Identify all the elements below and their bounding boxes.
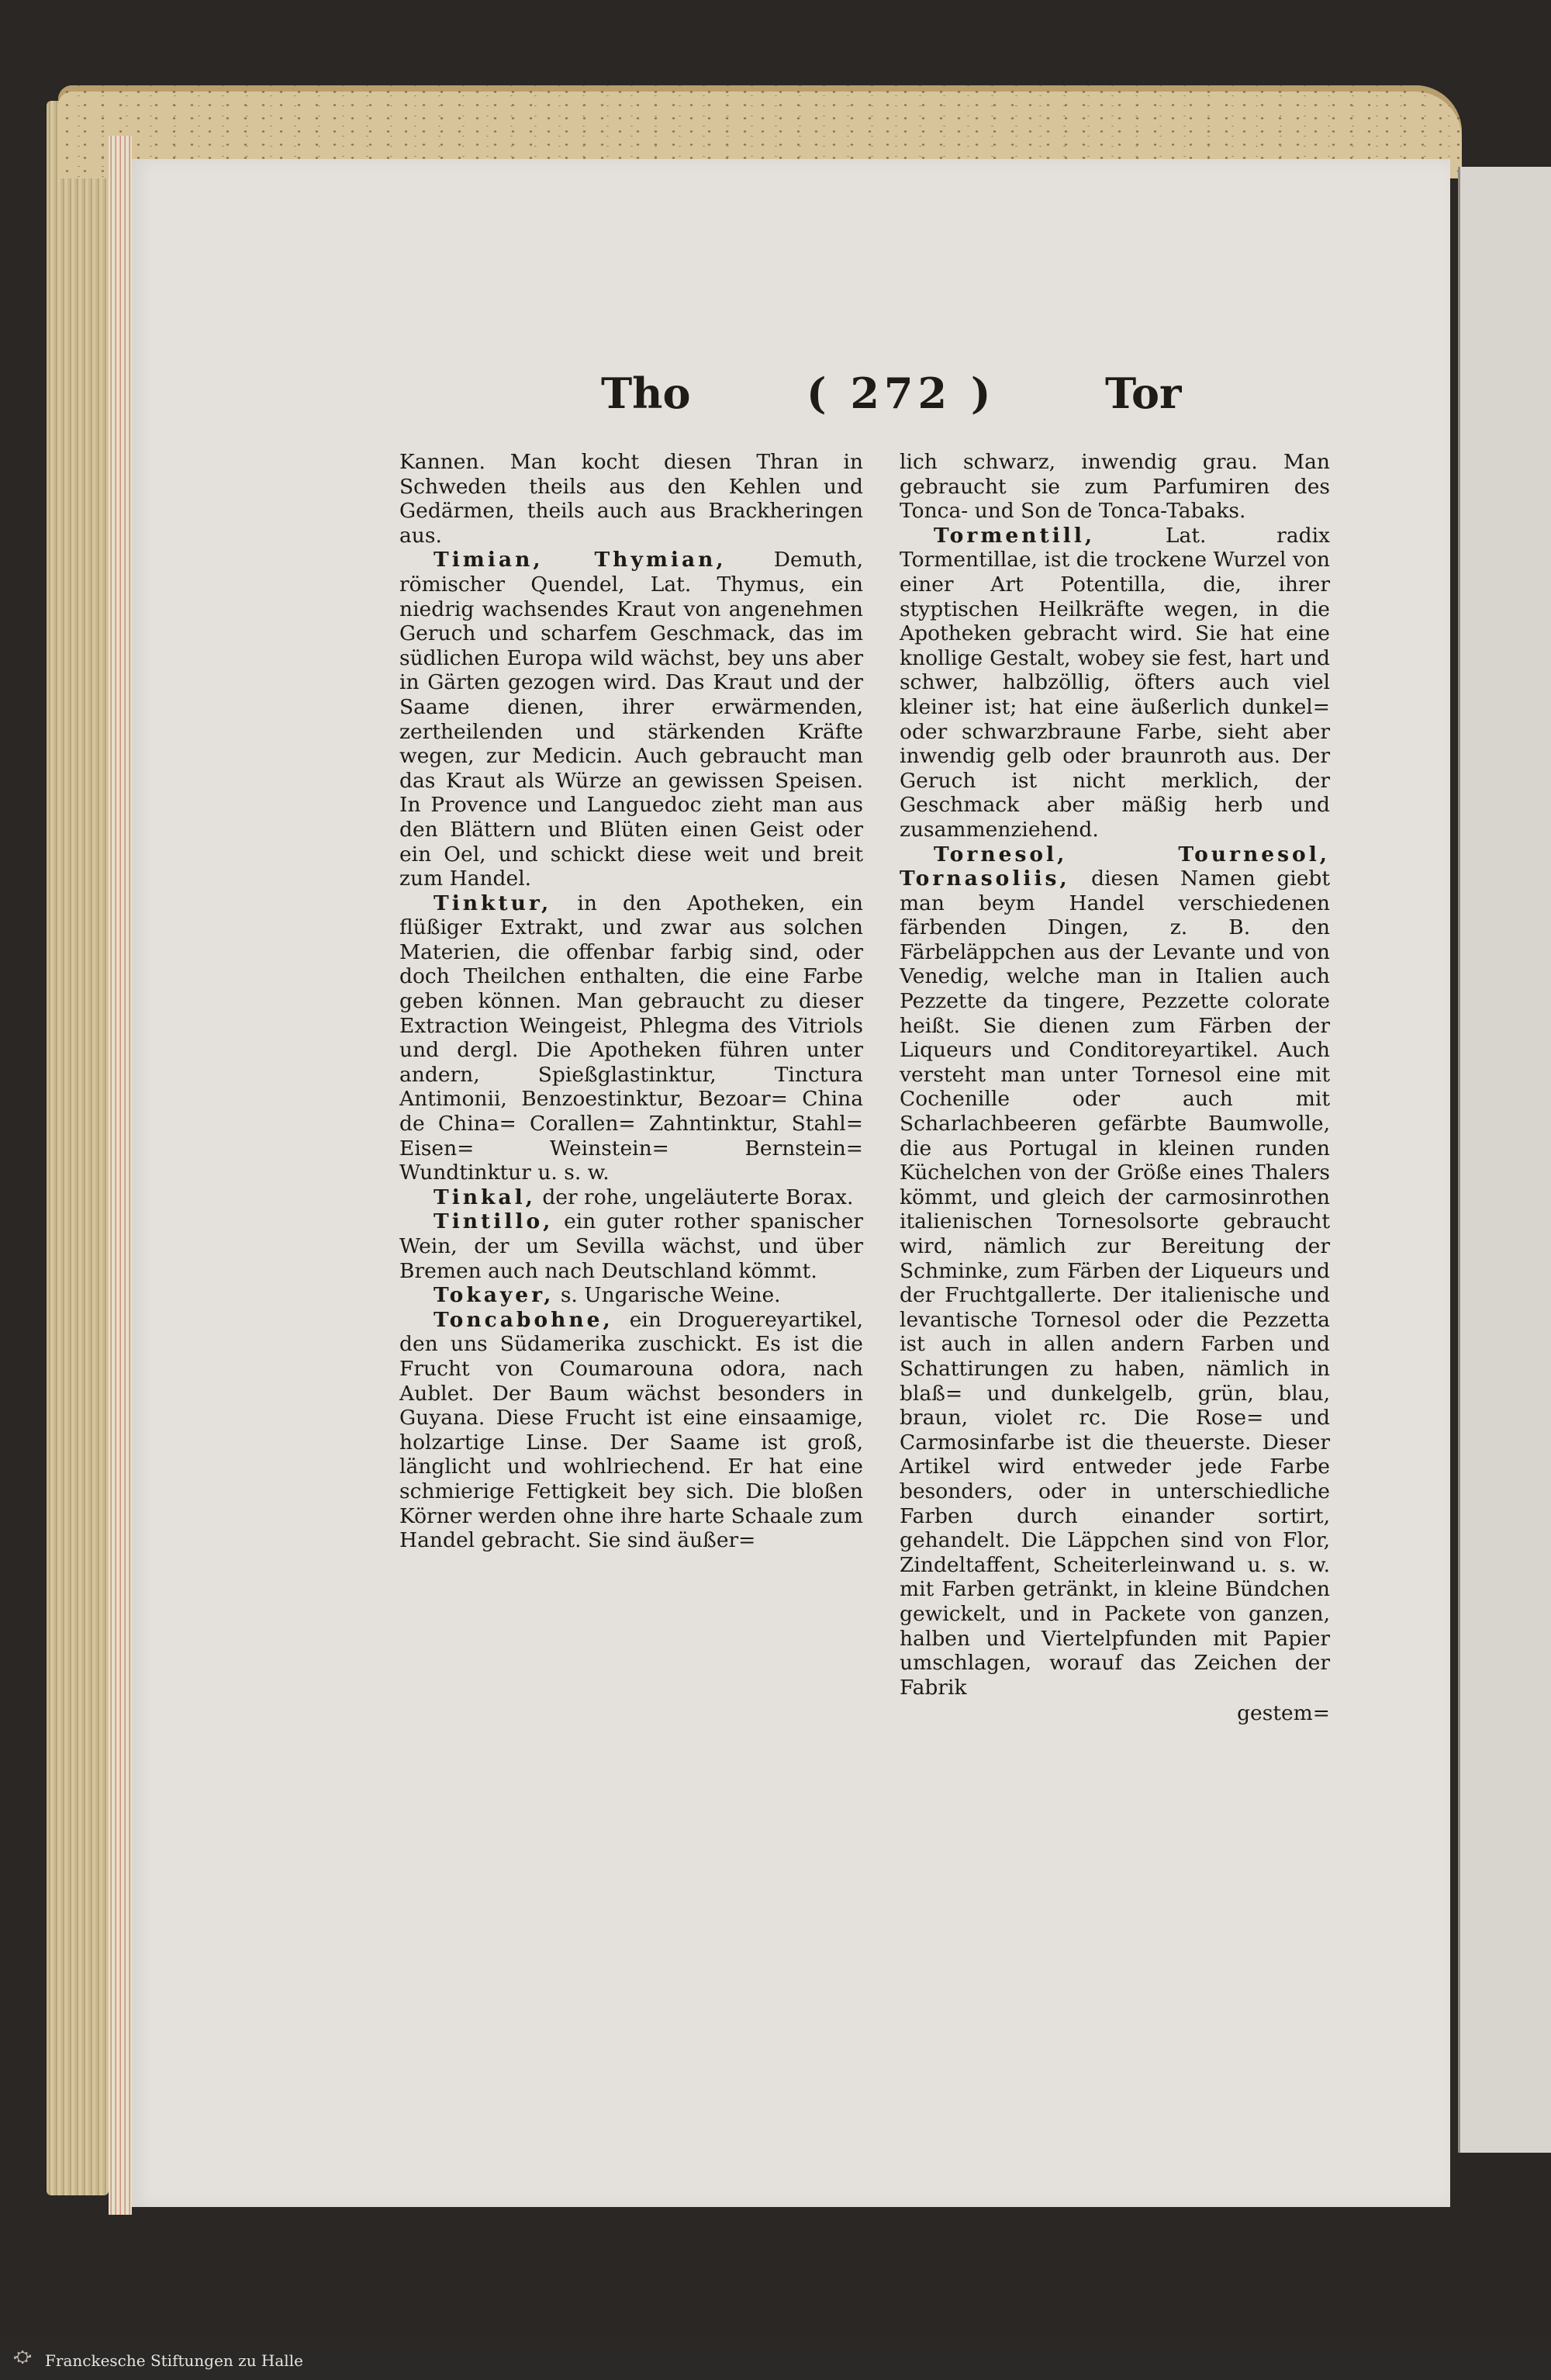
entry-tinktur: Tinktur, in den Apotheken, ein flüßiger Extrakt, und zwar aus solchen Materien, die offenbar farbig sind, oder doch Theilchen enthalten, die eine Farbe geben können. Man gebraucht zu dieser Extraction Weingeist, Phlegma des Vitriols und dergl. Die Apotheken führen unter andern, Spießglastinktur, Tinctura Antimonii, Benzoestinktur, Bezoar= China de China= Corallen= Zahntinktur, Stahl= Eisen= Weinstein= Bernstein= Wundtinktur u. s. w. [399,891,863,1185]
lemma: Tokayer, [434,1283,554,1308]
header-left-word: Tho [601,368,691,418]
lemma: Tornesol, Tournesol, Tornasoliis, [900,842,1330,891]
entry-tornesol: Tornesol, Tournesol, Tornasoliis, diesen Namen giebt man beym Handel verschiedenen färbenden Dingen, z. B. den Färbeläppchen aus der Levante und von Venedig, welche man in Italien auch Pezzette da tingere, Pezzette colorate heißt. Sie dienen zum Färben der Liqueurs und Conditoreyartikel. Auch versteht man unter Tornesol eine mit Cochenille oder auch mit Scharlachbeeren gefärbte Baumwolle, die aus Portugal in kleinen runden Küchelchen von der Größe eines Thalers kömmt, und gleich der carmosinrothen italienischen Tornesolsorte gebraucht wird, nämlich zur Bereitung der Schminke, zum Färben der Liqueurs und der Fruchtgallerte. Der italienische und levantische Tornesol oder die Pezzetta ist auch in allen andern Farben und Schattirungen zu haben, nämlich in blaß= und dunkelgelb, grün, blau, braun, violet rc. Die Rose= und Carmosinfarbe ist die theuerste. Dieser Artikel wird entweder jede Farbe besonders, oder in unterschiedliche Farben durch einander sortirt, gehandelt. Die Läppchen sind von Flor, Zindeltaffent, Scheiterleinwand u. s. w. mit Farben getränkt, in kleine Bündchen gewickelt, und in Packete von ganzen, halben und Viertelpfunden mit Papier umschlagen, worauf das Zeichen der Fabrik [900,842,1330,1700]
page-stack [109,136,132,2215]
right-text-column [900,450,1330,1726]
catchword: gestem= [1237,1701,1330,1726]
lemma: Tinktur, [434,891,552,915]
entry-timian: Timian, Thymian, Demuth, römischer Quendel, Lat. Thymus, ein niedrig wachsendes Kraut von angenehmen Geruch und scharfem Geschmack, das im südlichen Europa wild wächst, bey uns aber in Gärten gezogen wird. Das Kraut und der Saame dienen, ihrer erwärmenden, zertheilenden und stärkenden Kräfte wegen, zur Medicin. Auch gebraucht man das Kraut als Würze an gewissen Speisen. In Provence und Languedoc zieht man aus den Blättern und Blüten einen Geist oder ein Oel, und schickt diese weit und breit zum Handel. [399,548,863,891]
header-right-word: Tor [1105,368,1182,418]
entry-tinkal: Tinkal, der rohe, ungeläuterte Borax. [434,1185,854,1209]
page-number: ( 272 ) [807,368,996,418]
entry-continuation: Kannen. Man kocht diesen Thran in Schweden theils aus den Kehlen und Gedärmen, theils auch aus Brackheringen aus. [399,450,863,548]
lemma: Tintillo, [434,1209,554,1234]
lemma: Timian, Thymian, [434,548,727,573]
running-header [0,368,1551,438]
left-text-column [399,450,863,1553]
entry-toncabohne: Toncabohne, ein Droguereyartikel, den uns Südamerika zuschickt. Es ist die Frucht von Coumarouna odora, nach Aublet. Der Baum wächst besonders in Guyana. Diese Frucht ist eine einsaamige, holzartige Linse. Der Saame ist groß, länglicht und wohlriechend. Er hat eine schmierige Fettigkeit bey sich. Die bloßen Körner werden ohne ihre harte Schaale zum Handel gebracht. Sie sind äußer= [399,1307,863,1553]
facing-page [1458,167,1551,2153]
lemma: Tinkal, [434,1185,536,1209]
footer-bar [0,2343,1551,2380]
entry-tintillo: Tintillo, ein guter rother spanischer Wein, der um Sevilla wächst, und über Bremen auch nach Deutschland kömmt. [399,1209,863,1283]
lemma: Tormentill, [934,523,1096,548]
entry-tormentill: Tormentill, Lat. radix Tormentillae, ist die trockene Wurzel von einer Art Potentilla, die, ihrer styptischen Heilkräfte wegen, in die Apotheken gebracht wird. Sie hat eine knollige Gestalt, wobey sie fest, hart und schwer, halbzöllig, öfters auch viel kleiner ist; hat eine äußerlich dunkel= oder schwarzbraune Farbe, sieht aber inwendig gelb oder braunroth aus. Der Geruch ist nicht merklich, der Geschmack aber mäßig herb und zusammenziehend. [900,523,1330,842]
footer-institution: Franckesche Stiftungen zu Halle [45,2351,303,2370]
lemma: Toncabohne, [434,1307,613,1332]
entry-continuation: lich schwarz, inwendig grau. Man gebraucht sie zum Parfumiren des Tonca- und Son de Tonca-Tabaks. [900,450,1330,524]
foundation-seal-icon: ⛮ [13,2347,32,2367]
entry-tokayer: Tokayer, s. Ungarische Weine. [434,1283,781,1308]
